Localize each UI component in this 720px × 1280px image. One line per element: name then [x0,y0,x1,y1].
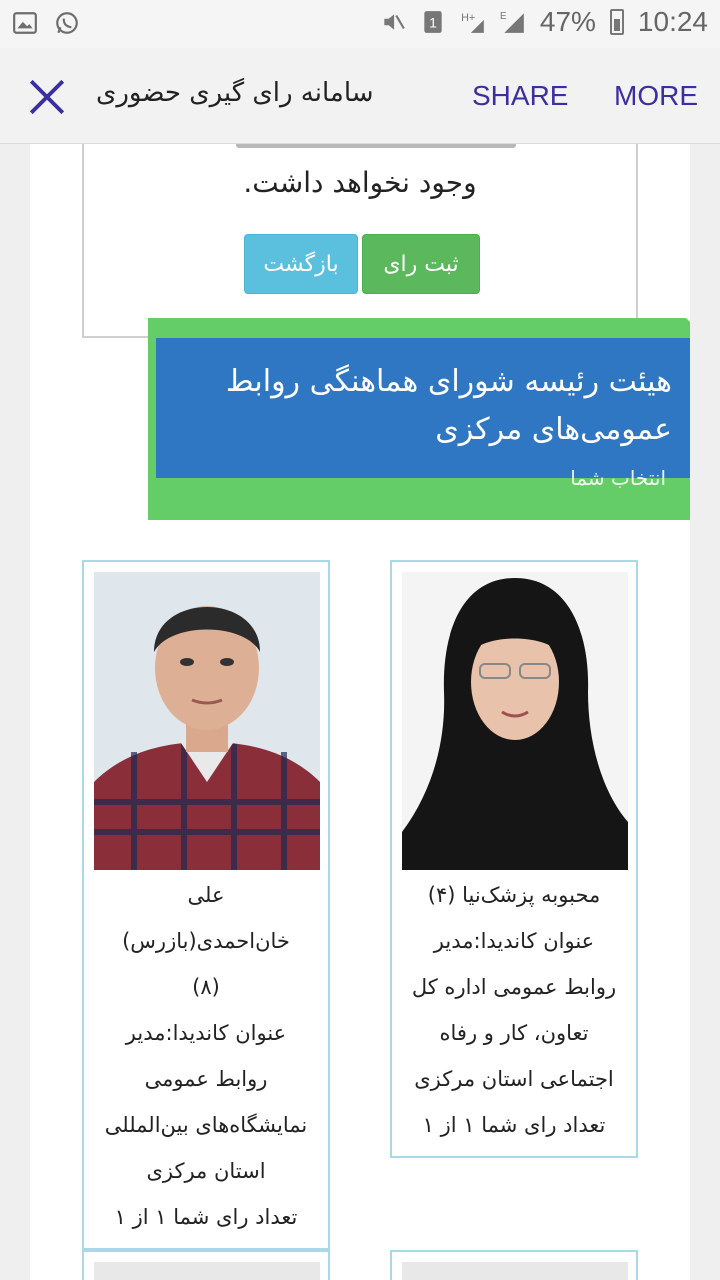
candidate-card[interactable] [390,560,638,1158]
sim-1-icon [420,9,446,35]
svg-text:1: 1 [428,14,437,31]
close-icon[interactable] [26,76,68,118]
page-title: سامانه رای گیری حضوری [96,78,374,108]
clock: 10:24 [637,6,708,37]
candidate-name: علی [187,883,225,907]
back-button[interactable]: بازگشت [244,234,358,294]
section-title: هیئت رئیسه شورای هماهنگی روابط عمومی‌های مرکزی [225,364,672,447]
candidate-line: عنوان کاندیدا:مدیر [125,1021,287,1045]
candidate-line: روابط عمومی اداره کل [411,975,617,999]
web-content [30,144,690,1280]
candidate-photo [94,572,320,870]
status-bar [0,0,720,48]
signal-icon [500,9,526,35]
candidate-card[interactable] [82,560,330,1250]
candidate-card[interactable] [82,1250,330,1280]
candidate-line: اجتماعی استان مرکزی [414,1067,614,1091]
candidate-line: تعاون، کار و رفاه [439,1021,589,1045]
clipped-text [236,144,516,148]
vote-count: تعداد رای شما ۱ از ۱ [114,1205,298,1229]
candidate-name: محبوبه پزشک‌نیا (۴) [427,883,601,907]
more-button[interactable]: MORE [614,80,698,111]
candidate-line: نمایشگاه‌های بین‌المللی [104,1113,308,1137]
confirm-message: وجود نخواهد داشت. [243,166,477,199]
whatsapp-notification-icon [54,10,80,36]
hplus-signal-icon [460,9,486,35]
gallery-notification-icon [12,10,38,36]
battery-percent: 47% [539,6,596,37]
network-type: E [499,10,507,22]
mute-icon [380,9,406,35]
submit-vote-button[interactable]: ثبت رای [362,234,480,294]
candidate-photo [94,1262,320,1280]
candidate-photo [402,572,628,870]
app-bar [0,48,720,144]
vote-count: تعداد رای شما ۱ از ۱ [422,1113,606,1137]
candidate-number: (۸) [192,975,220,999]
candidate-info [90,872,322,1240]
confirm-panel [82,144,638,338]
candidate-name: خان‌احمدی(بازرس) [122,929,290,953]
battery-icon [610,9,624,35]
candidate-line: عنوان کاندیدا:مدیر [433,929,595,953]
candidate-card[interactable] [390,1250,638,1280]
candidate-line: استان مرکزی [146,1159,266,1183]
section-subtitle: انتخاب شما [570,466,666,490]
candidate-info [398,872,630,1148]
svg-text:H+: H+ [460,11,476,24]
section-header [156,338,690,478]
candidate-photo [402,1262,628,1280]
share-button[interactable]: SHARE [472,80,569,111]
candidate-line: روابط عمومی [144,1067,268,1091]
